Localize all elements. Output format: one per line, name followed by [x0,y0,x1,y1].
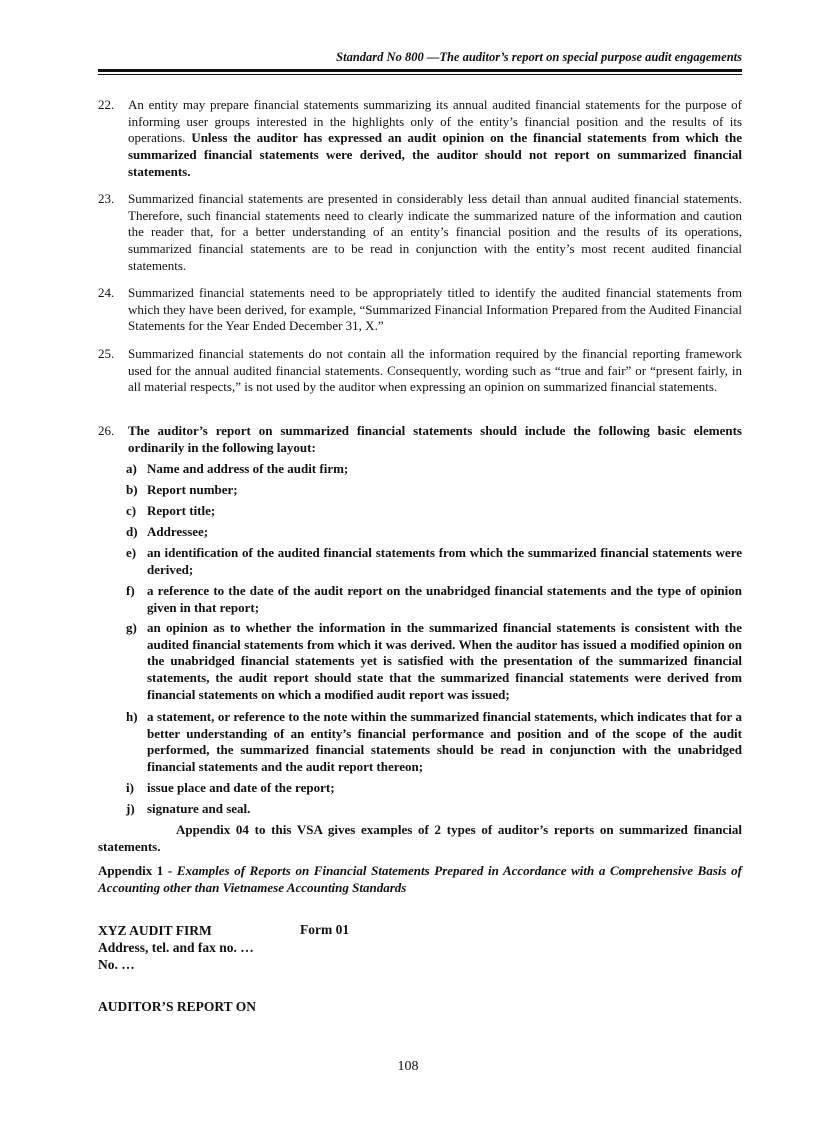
list-item-letter: d) [126,524,138,539]
page-number: 108 [397,1059,419,1074]
appendix-1-title: Examples of Reports on Financial Statements Prepared in Accordance with a Comprehensive Basis of Accounting other than Vietnamese Accounting Standards [98,863,742,895]
list-item [126,524,742,541]
header-rule-thin [98,74,742,75]
list-item-letter: a) [126,461,137,476]
paragraph-22 [98,97,742,181]
paragraph-24-text: Summarized financial statements need to be appropriately titled to identify the audited financial statements from which they have been derived, for example, “Summarized Financial Information Prepared from the Audited Financial Statements for the Year Ended December 31, X.” [128,285,742,334]
list-item-text: signature and seal. [147,801,251,816]
paragraph-22-bold: Unless the auditor has expressed an audit opinion on the financial statements from which the summarized financial statements were derived, the auditor should not report on summarized financial statements. [128,130,742,179]
list-item [126,461,742,478]
list-item-letter: g) [126,620,137,635]
list-item [126,780,742,797]
firm-address: Address, tel. and fax no. … [98,940,254,955]
list-item-text: a statement, or reference to the note within the summarized financial statements, which indicates that for a better understanding of an entity’s financial performance and position and of the scope of the audit performed, the summarized financial statements should be read in conjunction with the unabridged financial statements and the audit report thereon; [147,709,742,775]
list-item [126,801,742,818]
list-item-letter: f) [126,583,135,598]
paragraph-number: 23. [98,191,115,206]
form-number: Form 01 [300,922,350,937]
list-item-text: Addressee; [147,524,209,539]
paragraph-26-text: The auditor’s report on summarized financial statements should include the following basic elements ordinarily in the following layout: [128,423,742,455]
list-item-letter: j) [126,801,135,816]
report-number: No. … [98,957,135,972]
list-item-letter: e) [126,545,137,560]
appendix-1-heading [98,863,742,896]
list-item-text: issue place and date of the report; [147,780,335,795]
paragraph-25 [98,346,742,396]
list-item [126,620,742,704]
paragraph-25-text: Summarized financial statements do not contain all the information required by the financial reporting framework used for the annual audited financial statements. Consequently, wording such as “true and fair” or “present fairly, in all material respects,” is not used by the auditor when expressing an opinion on summarized financial statements. [128,346,742,395]
list-item [126,503,742,520]
paragraph-23-text: Summarized financial statements are presented in considerably less detail than annual audited financial statements. Therefore, such financial statements need to clearly indicate the summarized nature of the information and caution the reader that, for a better understanding of an entity’s financial position and the results of its operations, summarized financial statements are to be read in conjunction with the entity’s most recent audited financial statements. [128,191,742,273]
appendix-1-label: Appendix 1 - [98,863,177,878]
list-item-text: a reference to the date of the audit report on the unabridged financial statements and the type of opinion given in that report; [147,583,742,615]
running-header: Standard No 800 —The auditor’s report on special purpose audit engagements [336,50,742,64]
firm-name: XYZ AUDIT FIRM [98,923,212,938]
list-item-text: an opinion as to whether the information in the summarized financial statements is consistent with the audited financial statements from which it was derived. When the auditor has issued a modified opinion on the unabridged financial statements yet is satisfied with the presentation of the summarized financial statements, the audit report should state that the summarized financial statements were derived from financial statements on which a modified audit report was issued; [147,620,742,702]
paragraph-number: 25. [98,346,115,361]
list-item-text: Report number; [147,482,238,497]
list-item [126,482,742,499]
paragraph-number: 22. [98,97,115,112]
paragraph-22-text: An entity may prepare financial statements summarizing its annual audited financial statements for the purpose of informing user groups interested in the highlights only of the entity’s financial position and the results of its operations. [128,97,742,146]
list-item [126,583,742,616]
list-item-text: an identification of the audited financial statements from which the summarized financial statements were derived; [147,545,742,577]
list-item [126,545,742,578]
paragraph-24 [98,285,742,335]
list-item-letter: c) [126,503,137,518]
paragraph-26 [98,423,742,456]
paragraph-number: 26. [98,423,115,438]
list-item-text: Name and address of the audit firm; [147,461,349,476]
list-item-letter: b) [126,482,138,497]
paragraph-number: 24. [98,285,115,300]
list-item-letter: i) [126,780,134,795]
list-item [126,709,742,776]
appendix-note: Appendix 04 to this VSA gives examples of 2 types of auditor’s reports on summarized financial statements. [98,822,742,854]
list-item-letter: h) [126,709,138,724]
report-heading: AUDITOR’S REPORT ON [98,999,257,1014]
paragraph-text [128,97,742,181]
paragraph-23 [98,191,742,275]
list-item-text: Report title; [147,503,216,518]
header-rule-thick [98,69,742,72]
